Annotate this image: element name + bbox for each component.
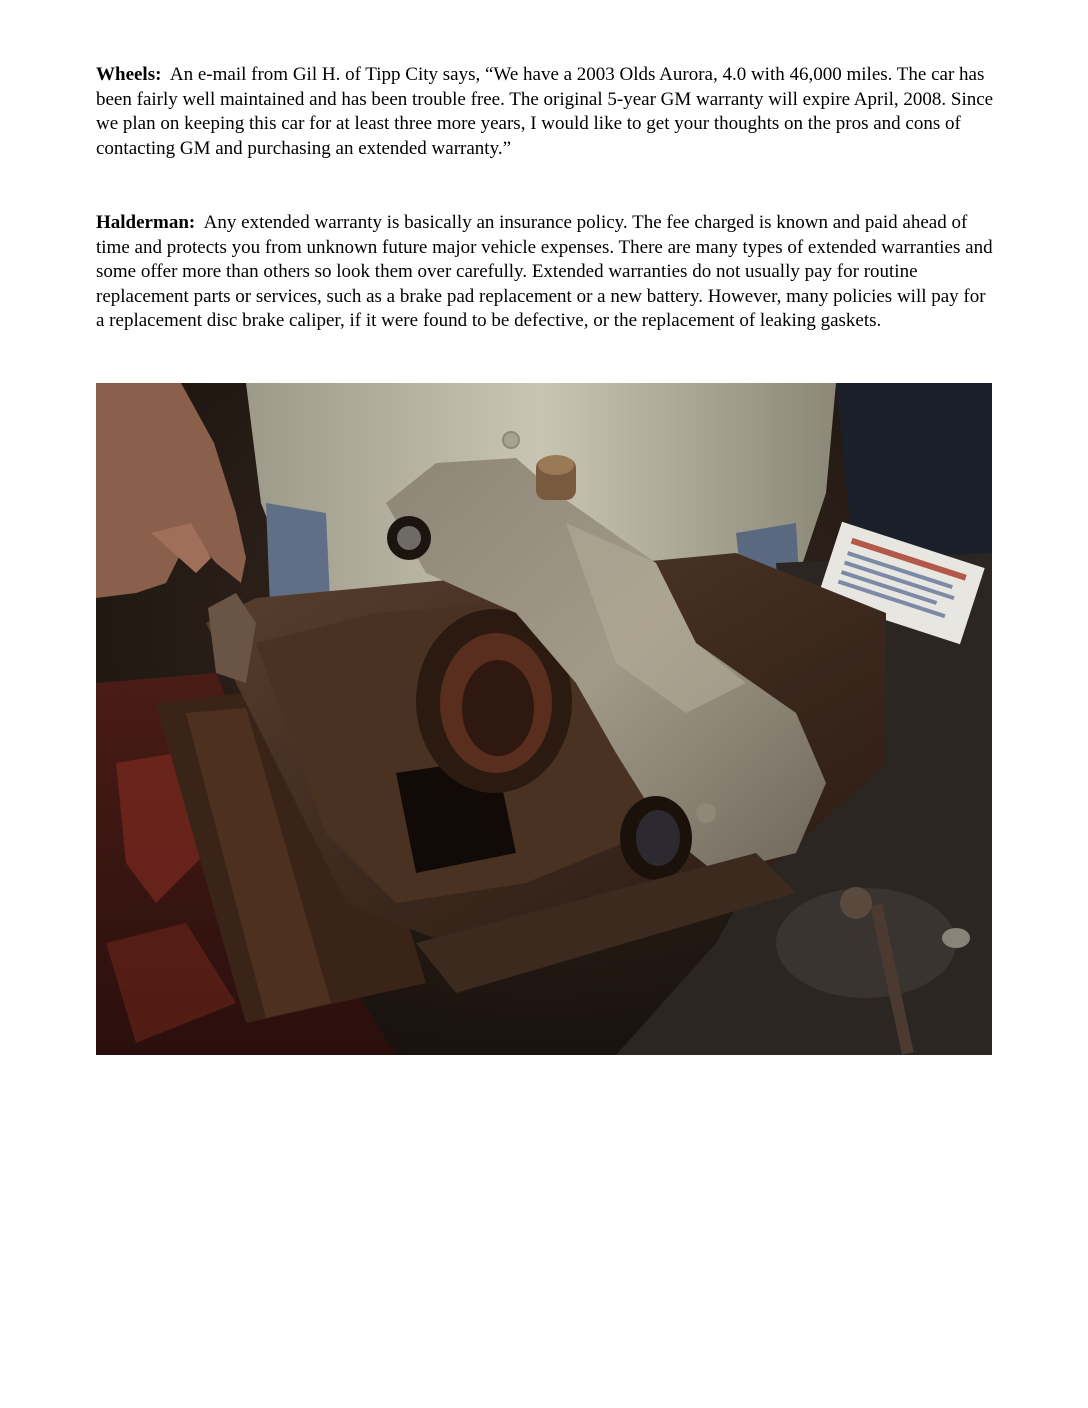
- brake-caliper-photo: [96, 383, 992, 1055]
- paragraph-halderman-text: Any extended warranty is basically an insurance policy. The fee charged is known and paid ahead of time and protects you from unknown future major vehicle expenses. There are many types of extended warranties and some offer more than others so look them over carefully. Extended warranties do not usually pay for routine replacement parts or services, such as a brake pad replacement or a new battery. However, many policies will pay for a replacement disc brake caliper, if it were found to be defective, or the replacement of leaking gaskets.: [96, 212, 993, 332]
- paragraph-wheels: [96, 63, 996, 161]
- paragraph-halderman: [96, 211, 996, 334]
- paragraph-wheels-text: An e-mail from Gil H. of Tipp City says, “We have a 2003 Olds Aurora, 4.0 with 46,000 miles. The car has been fairly well maintained and has been trouble free. The original 5-year GM warranty will expire April, 2008. Since we plan on keeping this car for at least three more years, I would like to get your thoughts on the pros and cons of contacting GM and purchasing an extended warranty.”: [96, 64, 994, 159]
- speaker-label-wheels: Wheels:: [96, 64, 162, 85]
- speaker-label-halderman: Halderman:: [96, 212, 196, 233]
